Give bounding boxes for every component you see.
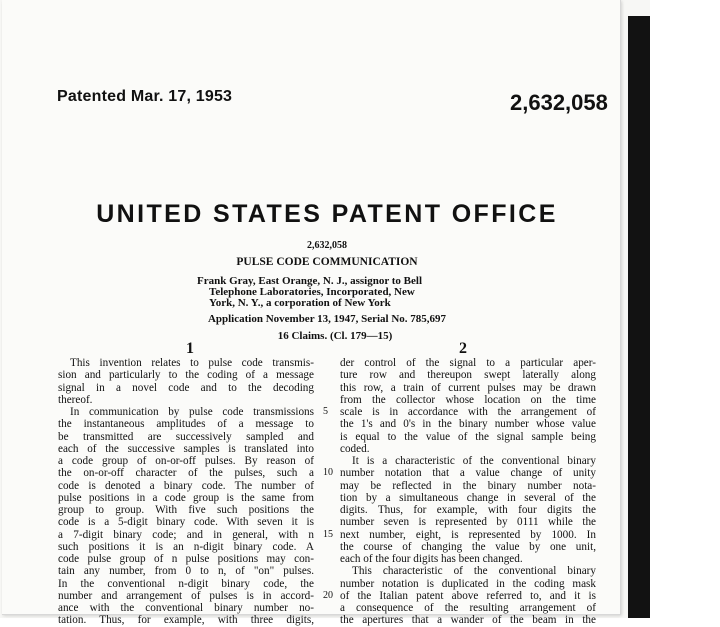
inventor-line: York, N. Y., a corporation of New York — [209, 297, 391, 309]
margin-line-number — [323, 516, 335, 528]
margin-line-number — [323, 431, 335, 443]
application-line: Application November 13, 1947, Serial No. 785,697 — [207, 313, 447, 325]
margin-line-number — [323, 602, 335, 614]
text-line: number seven is represented by 0111 while the — [340, 516, 596, 529]
text-line: sion and particularly to the coding of a message — [58, 369, 314, 382]
text-line: a 7-digit binary code; and in general, with n — [58, 528, 314, 541]
text-line: each of the four digits has been changed. — [340, 553, 523, 565]
text-line: the 1's and 0's in the binary number whose value — [340, 418, 596, 431]
text-line: of the Italian patent above referred to, and it is — [340, 589, 596, 602]
text-line: signal in a novel code and to the decoding — [58, 381, 314, 394]
margin-line-number: 5 — [323, 406, 328, 417]
text-line: It is a characteristic of the conventional binary — [352, 455, 596, 467]
text-line: In the conventional n-digit binary code, the — [58, 577, 314, 590]
margin-line-number — [323, 614, 335, 626]
patent-page — [2, 0, 621, 627]
text-line: digits. Thus, for example, with four digits the — [340, 504, 596, 516]
text-line: from the collector whose location on the time — [340, 393, 596, 406]
text-line: number and arrangement of pulses is in accord- — [58, 589, 314, 602]
margin-line-number — [323, 541, 335, 553]
text-line: This invention relates to pulse code transmis- — [70, 357, 314, 369]
margin-line-number — [323, 443, 335, 455]
margin-line-number — [323, 382, 335, 394]
margin-line-number — [323, 357, 335, 369]
patent-number: 2,632,058 — [510, 90, 608, 115]
margin-line-number — [323, 455, 335, 467]
text-line: such positions it is an n-digit binary code. A — [58, 540, 314, 553]
column-number-left: 1 — [186, 340, 194, 357]
column-right-text — [340, 357, 596, 627]
margin-line-number: 15 — [323, 528, 333, 540]
text-line: may be reflected in the binary number nota- — [340, 479, 596, 492]
text-line: This characteristic of the conventional binary — [352, 565, 596, 578]
margin-line-number — [323, 418, 335, 430]
margin-line-number: 20 — [323, 589, 333, 601]
text-line: scale is in accordance with the arrangement of — [340, 406, 596, 418]
small-patent-number: 2,632,058 — [307, 240, 347, 251]
margin-line-number — [323, 504, 335, 516]
inventor-line: Telephone Laboratories, Incorporated, New — [209, 286, 415, 298]
patented-date: Patented Mar. 17, 1953 — [57, 88, 233, 105]
text-line: a consequence of the resulting arrangement of — [340, 602, 596, 614]
text-line: ture row and thereupon swept laterally along — [340, 369, 596, 382]
margin-line-number: 10 — [323, 467, 333, 479]
text-line: der control of the signal to a particular aper- — [340, 357, 596, 369]
text-line: group to group. With five such positions the — [58, 504, 314, 516]
text-line: ance with the conventional binary number no- — [58, 602, 314, 614]
viewer-right-margin — [650, 0, 720, 618]
margin-line-number — [323, 578, 335, 590]
office-heading: UNITED STATES PATENT OFFICE — [96, 200, 558, 228]
text-line: code pulse group of n pulse positions may con- — [58, 553, 314, 565]
text-line: number notation is duplicated in the coding mask — [340, 577, 596, 590]
text-line: next number, eight, is represented by 1000. In — [340, 528, 596, 541]
text-line: coded. — [340, 442, 370, 455]
text-line: this row, a train of current pulses may be drawn — [340, 381, 596, 394]
patent-title: PULSE CODE COMMUNICATION — [236, 256, 418, 268]
text-line: number notation that a value change of unity — [340, 467, 596, 480]
inventor-line: Frank Gray, East Orange, N. J., assignor to Bell — [197, 275, 422, 287]
text-line: code is denoted a binary code. The number of — [58, 479, 314, 492]
text-line: tation. Thus, for example, with three digits, — [58, 614, 314, 627]
text-line: the instantaneous amplitudes of a message to — [58, 418, 314, 431]
text-line: thereof. — [58, 393, 93, 406]
text-line: the apertures that a wander of the beam in the — [340, 614, 596, 627]
inventor-block — [197, 276, 467, 309]
text-line: tion by a simultaneous change in several of the — [340, 491, 596, 504]
line-number-gutter — [323, 357, 335, 627]
column-number-right: 2 — [459, 340, 467, 357]
margin-line-number — [323, 369, 335, 381]
margin-line-number — [323, 492, 335, 504]
text-line: In communication by pulse code transmissions — [70, 406, 314, 418]
column-left-text — [58, 357, 314, 627]
text-line: code is a 5-digit binary code. With seven it is — [58, 516, 314, 529]
margin-line-number — [323, 553, 335, 565]
page-edge-bar — [628, 16, 650, 618]
text-line: the on-or-off character of the pulses, such a — [58, 467, 314, 480]
text-line: the course of changing the value by one unit, — [340, 540, 596, 553]
margin-line-number — [323, 394, 335, 406]
text-line: pulse positions in a code group is the same from — [58, 491, 314, 504]
text-line: each of the successive samples is translated into — [58, 442, 314, 455]
text-line: is equal to the value of the signal sample being — [340, 430, 596, 443]
text-line: be transmitted are successively sampled and — [58, 430, 314, 443]
margin-line-number — [323, 480, 335, 492]
margin-line-number — [323, 565, 335, 577]
text-line: tain any number, from 0 to n, of "on" pulses. — [58, 565, 314, 578]
claims-line: 16 Claims. (Cl. 179—15) — [277, 330, 393, 342]
text-line: a code group of on-or-off pulses. By reason of — [58, 455, 314, 467]
